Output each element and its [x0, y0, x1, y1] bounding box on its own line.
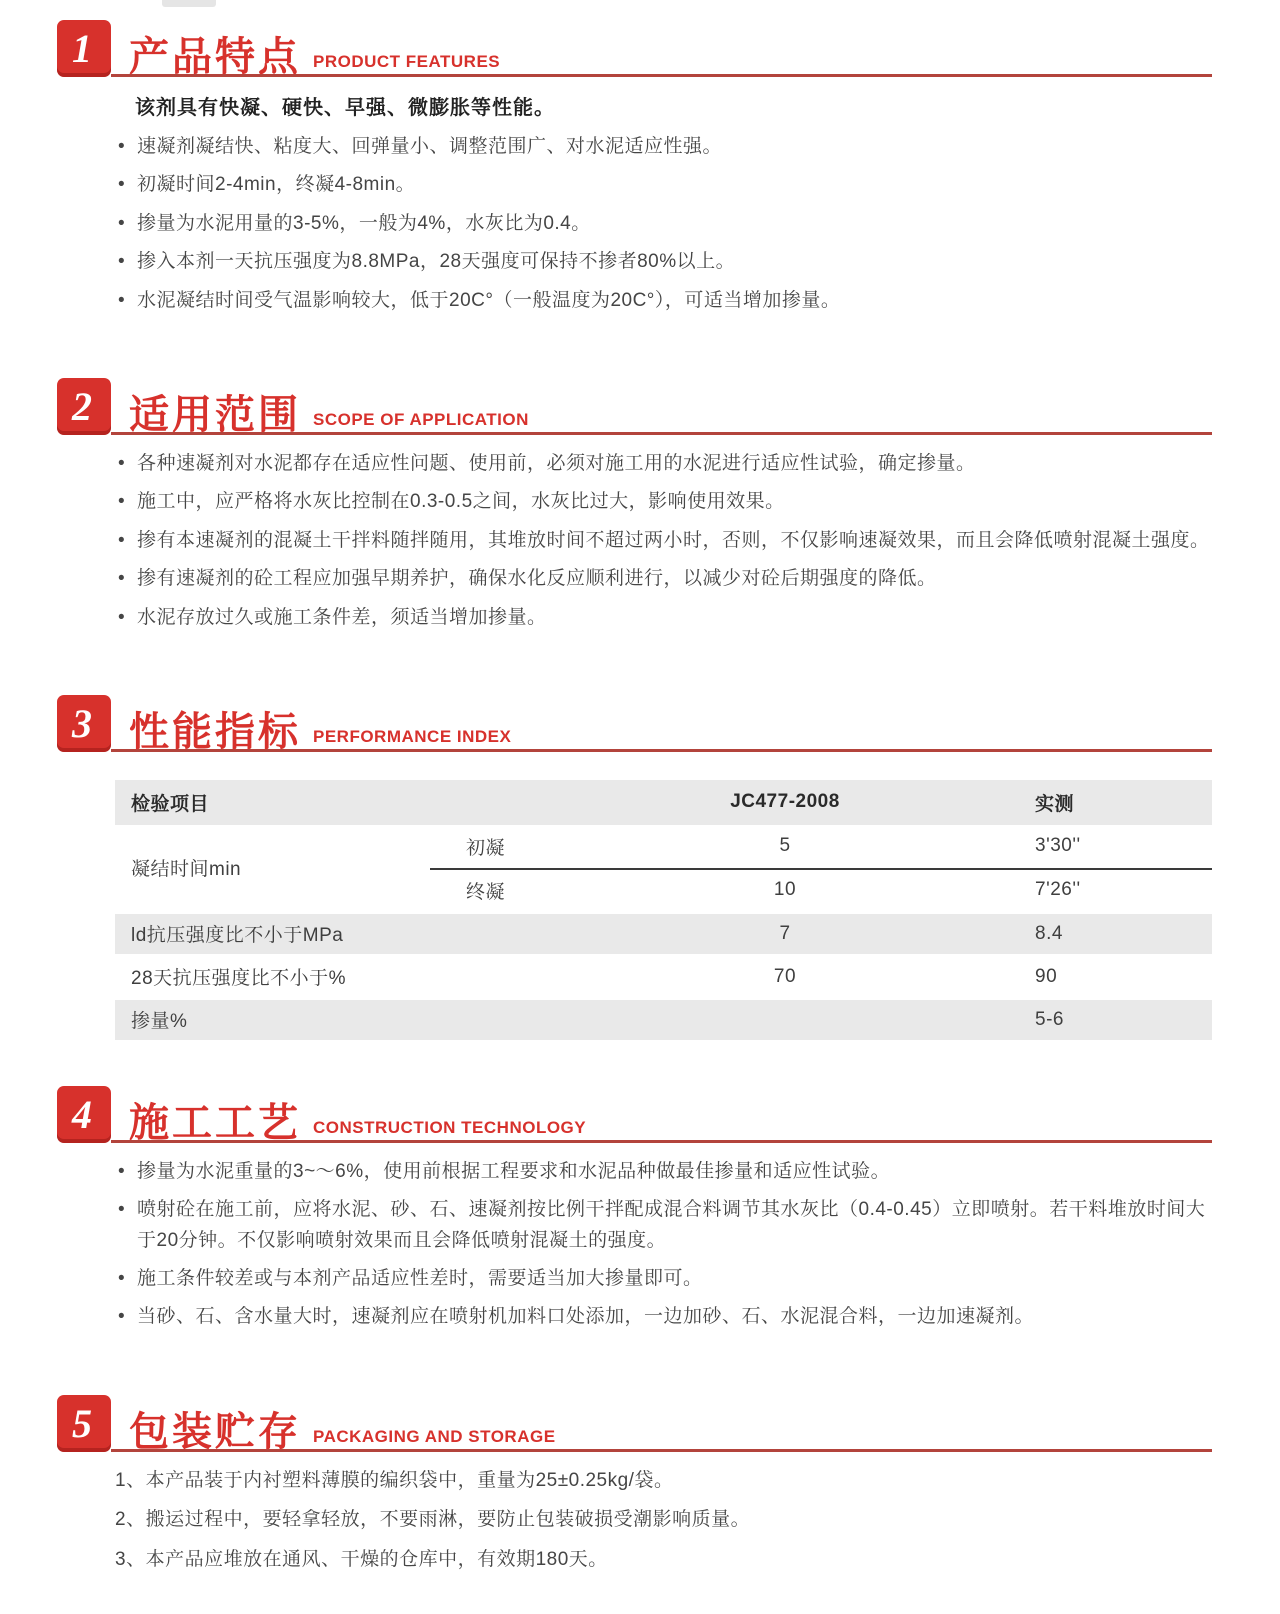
section-header [57, 1395, 1212, 1452]
section-number: 5 [72, 1400, 92, 1446]
table-cell-standard: 5 [779, 835, 791, 857]
features-intro: 该剂具有快凝、硬快、早强、微膨胀等性能。 [135, 97, 555, 119]
table-cell-subname: 终凝 [466, 881, 506, 903]
section-body [115, 91, 1215, 316]
section-number-badge [57, 1086, 111, 1143]
table-row [430, 868, 1212, 911]
bullet-item: • 掺入本剂一天抗压强度为8.8MPa，28天强度可保持不掺者80%以上。 [115, 247, 1215, 277]
section-number: 3 [72, 700, 92, 746]
table-cell-measured: 5-6 [1035, 1008, 1064, 1030]
section-title-zh: 产品特点 [129, 35, 301, 79]
table-header-row [115, 780, 1212, 825]
section-number-badge [57, 1395, 111, 1452]
section-title-en: CONSTRUCTION TECHNOLOGY [313, 1117, 587, 1137]
section-title-en: PACKAGING AND STORAGE [313, 1426, 556, 1446]
section-number-badge [57, 378, 111, 435]
construction-list [115, 1157, 1215, 1333]
table-cell-measured: 8.4 [1035, 922, 1063, 944]
table-cell-label: 28天抗压强度比不小于% [131, 968, 347, 990]
features-list [115, 132, 1215, 316]
bullet-item: • 速凝剂凝结快、粘度大、回弹量小、调整范围广、对水泥适应性强。 [115, 132, 1215, 162]
section-title-zh: 性能指标 [129, 709, 301, 754]
bullet-item: • 掺有速凝剂的砼工程应加强早期养护，确保水化反应顺利进行，以减少对砼后期强度的降低。 [115, 564, 1215, 594]
section-body [115, 1466, 1215, 1575]
section-body [115, 1157, 1215, 1333]
section-number: 4 [72, 1091, 92, 1137]
table-cell-label: 掺量% [131, 1011, 188, 1033]
bullet-item: • 喷射砼在施工前，应将水泥、砂、石、速凝剂按比例干拌配成混合料调节其水灰比（0.4-0.45）立即喷射。若干料堆放时间大于20分钟。不仅影响喷射效果而且会降低喷射混凝土的强度。 [115, 1195, 1215, 1256]
section-title-block [111, 20, 1212, 77]
section-header [57, 1086, 1212, 1143]
table-header-standard: JC477-2008 [730, 791, 840, 813]
table-group-setting-time [115, 825, 1212, 911]
scope-list [115, 449, 1215, 633]
scan-artifact [162, 0, 216, 7]
table-cell-measured: 90 [1035, 965, 1058, 987]
bullet-item: • 掺有本速凝剂的混凝土干拌料随拌随用，其堆放时间不超过两小时，否则，不仅影响速凝效果，而且会降低喷射混凝土强度。 [115, 526, 1215, 556]
section-number-badge [57, 20, 111, 77]
section-title-block [111, 1395, 1212, 1452]
section-header [57, 378, 1212, 435]
table-cell-measured: 3'30'' [1035, 835, 1081, 857]
table-cell-measured: 7'26'' [1035, 879, 1081, 901]
table-cell-standard: 70 [773, 965, 797, 987]
bullet-item: • 掺量为水泥重量的3~～6%，使用前根据工程要求和水泥品种做最佳掺量和适应性试验。 [115, 1157, 1215, 1187]
table-header-item: 检验项目 [131, 793, 210, 815]
section-body [115, 449, 1215, 633]
section-number: 1 [72, 26, 92, 71]
bullet-item: • 水泥存放过久或施工条件差，须适当增加掺量。 [115, 603, 1215, 633]
table-row [115, 997, 1212, 1040]
section-title-en: PRODUCT FEATURES [313, 52, 501, 71]
table-cell-label: ld抗压强度比不小于MPa [131, 925, 344, 947]
section-scope-of-application [0, 378, 1280, 633]
section-title-block [111, 695, 1212, 752]
section-number: 2 [72, 383, 92, 429]
table-subrows [430, 825, 1212, 911]
section-construction-technology [0, 1086, 1280, 1333]
bullet-item: • 掺量为水泥用量的3-5%，一般为4%，水灰比为0.4。 [115, 209, 1215, 239]
numbered-item: 1、本产品装于内衬塑料薄膜的编织袋中，重量为25±0.25kg/袋。 [115, 1469, 674, 1491]
section-performance-index [0, 695, 1280, 1040]
table-cell-standard: 7 [779, 922, 791, 944]
bullet-item: • 各种速凝剂对水泥都存在适应性问题、使用前，必须对施工用的水泥进行适应性试验，确定掺量。 [115, 449, 1215, 479]
table-cell-subname: 初凝 [466, 837, 506, 859]
section-title-en: PERFORMANCE INDEX [313, 726, 512, 746]
performance-table [115, 780, 1212, 1040]
section-title-zh: 适用范围 [129, 392, 301, 437]
table-row [115, 954, 1212, 997]
section-title-zh: 包装贮存 [129, 1409, 301, 1454]
section-title-block [111, 1086, 1212, 1143]
table-row [430, 825, 1212, 868]
bullet-item: • 初凝时间2-4min，终凝4-8min。 [115, 170, 1215, 200]
table-cell-label: 凝结时间min [131, 859, 242, 881]
section-title-zh: 施工工艺 [129, 1100, 301, 1145]
bullet-item: • 当砂、石、含水量大时，速凝剂应在喷射机加料口处添加，一边加砂、石、水泥混合料，一边加速凝剂。 [115, 1302, 1215, 1332]
section-title-en: SCOPE OF APPLICATION [313, 409, 529, 429]
bullet-item: • 施工中，应严格将水灰比控制在0.3-0.5之间，水灰比过大，影响使用效果。 [115, 487, 1215, 517]
numbered-item: 3、本产品应堆放在通风、干燥的仓库中，有效期180天。 [115, 1548, 608, 1570]
section-header [57, 20, 1212, 77]
section-packaging-storage [0, 1395, 1280, 1575]
bullet-item: • 水泥凝结时间受气温影响较大，低于20C°（一般温度为20C°），可适当增加掺量。 [115, 286, 1215, 316]
table-row [115, 911, 1212, 954]
table-header-measured: 实测 [1035, 793, 1075, 815]
bullet-item: • 施工条件较差或与本剂产品适应性差时，需要适当加大掺量即可。 [115, 1264, 1215, 1294]
table-cell-standard: 10 [773, 879, 797, 901]
numbered-item: 2、搬运过程中，要轻拿轻放，不要雨淋，要防止包装破损受潮影响质量。 [115, 1509, 751, 1531]
section-header [57, 695, 1212, 752]
section-product-features [0, 20, 1280, 316]
section-number-badge [57, 695, 111, 752]
section-title-block [111, 378, 1212, 435]
